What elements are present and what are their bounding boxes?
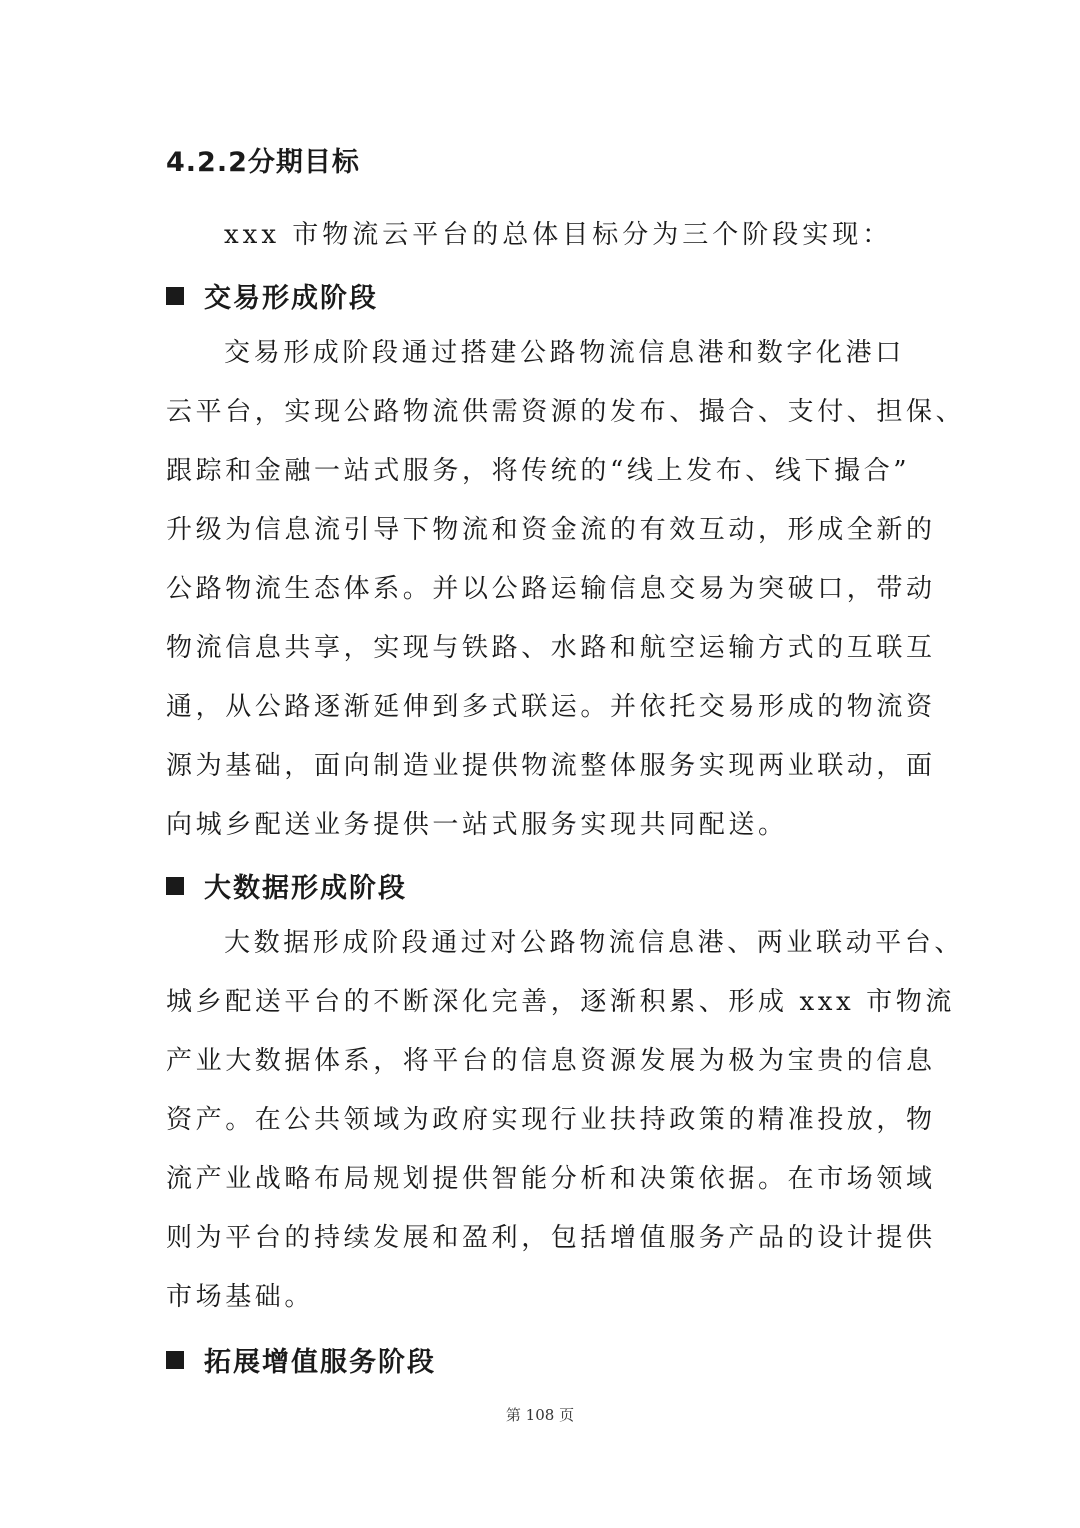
paragraph-line: 向城乡配送业务提供一站式服务实现共同配送。	[166, 810, 788, 840]
intro-paragraph: xxx 市物流云平台的总体目标分为三个阶段实现：	[224, 220, 893, 250]
stage-title: 拓展增值服务阶段	[204, 1347, 436, 1378]
stage-heading-trade	[166, 276, 378, 315]
paragraph-line: 流产业战略布局规划提供智能分析和决策依据。在市场领域	[166, 1164, 936, 1194]
stage-heading-valueadded	[166, 1340, 436, 1379]
paragraph-line: 跟踪和金融一站式服务，将传统的“线上发布、线下撮合”	[166, 456, 911, 486]
paragraph-line: 物流信息共享，实现与铁路、水路和航空运输方式的互联互	[166, 633, 936, 663]
paragraph-line: 通，从公路逐渐延伸到多式联运。并依托交易形成的物流资	[166, 692, 936, 722]
bullet-square-icon	[166, 877, 184, 895]
stage-title: 交易形成阶段	[204, 283, 378, 314]
paragraph-line: 公路物流生态体系。并以公路运输信息交易为突破口，带动	[166, 574, 936, 604]
stage-title: 大数据形成阶段	[204, 873, 407, 904]
paragraph-line: 大数据形成阶段通过对公路物流信息港、两业联动平台、	[224, 928, 965, 958]
paragraph-line: 云平台，实现公路物流供需资源的发布、撮合、支付、担保、	[166, 397, 966, 427]
bullet-square-icon	[166, 1351, 184, 1369]
paragraph-line: 升级为信息流引导下物流和资金流的有效互动，形成全新的	[166, 515, 936, 545]
paragraph-line: 交易形成阶段通过搭建公路物流信息港和数字化港口	[224, 338, 905, 368]
paragraph-line: 产业大数据体系，将平台的信息资源发展为极为宝贵的信息	[166, 1046, 936, 1076]
paragraph-line: 城乡配送平台的不断深化完善，逐渐积累、形成 xxx 市物流	[166, 987, 955, 1017]
stage-paragraph-bigdata	[166, 914, 965, 1327]
bullet-square-icon	[166, 287, 184, 305]
paragraph-line: 源为基础，面向制造业提供物流整体服务实现两业联动，面	[166, 751, 936, 781]
stage-heading-bigdata	[166, 866, 407, 905]
section-heading: 4.2.2分期目标	[166, 147, 360, 178]
paragraph-line: 资产。在公共领域为政府实现行业扶持政策的精准投放，物	[166, 1105, 936, 1135]
paragraph-line: 市场基础。	[166, 1282, 315, 1312]
stage-paragraph-trade	[166, 324, 966, 855]
paragraph-line: 则为平台的持续发展和盈利，包括增值服务产品的设计提供	[166, 1223, 936, 1253]
page-number: 第 108 页	[505, 1406, 575, 1424]
